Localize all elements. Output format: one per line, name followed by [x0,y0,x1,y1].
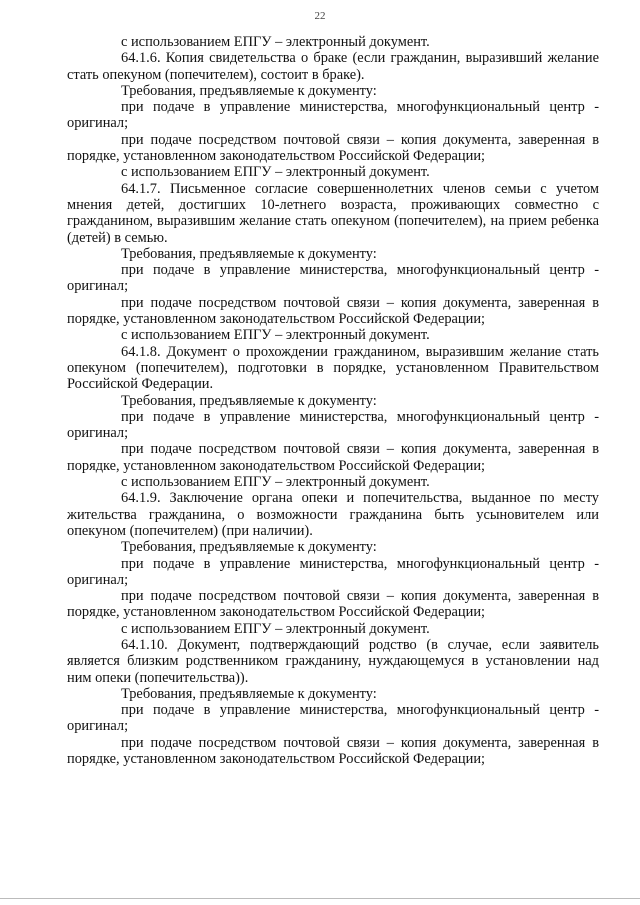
paragraph: при подаче посредством почтовой связи – копия документа, заверенная в порядке, установленном законодательством Российской Федерации; [67,131,599,165]
paragraph: Требования, предъявляемые к документу: [121,539,377,556]
paragraph: 64.1.10. Документ, подтверждающий родство (в случае, если заявитель является близким родственником гражданину, нуждающемуся в установлении над ним опеки (попечительства)). [67,636,599,686]
paragraph: 64.1.8. Документ о прохождении гражданином, выразившим желание стать опекуном (попечителем), подготовки в порядке, установленном Правительством Российской Федерации. [67,343,599,393]
document-body [67,34,599,767]
paragraph: при подаче посредством почтовой связи – копия документа, заверенная в порядке, установленном законодательством Российской Федерации; [67,734,599,768]
paragraph: 64.1.7. Письменное согласие совершеннолетних членов семьи с учетом мнения детей, достигших 10-летнего возраста, проживающих совместно с гражданином, выразившим желание стать опекуном (попечителем), на прием ребенка (детей) в семью. [67,180,599,246]
paragraph: при подаче посредством почтовой связи – копия документа, заверенная в порядке, установленном законодательством Российской Федерации; [67,588,599,621]
paragraph: при подаче в управление министерства, многофункциональный центр - оригинал; [67,702,599,735]
paragraph: Требования, предъявляемые к документу: [121,392,377,409]
paragraph: 64.1.9. Заключение органа опеки и попечительства, выданное по месту жительства гражданина, о возможности гражданина быть усыновителем или опекуном (попечителем) (при наличии). [67,490,599,539]
footer-divider [0,898,640,899]
paragraph: при подаче в управление министерства, многофункциональный центр - оригинал; [67,99,599,132]
paragraph: 64.1.6. Копия свидетельства о браке (если гражданин, выразивший желание стать опекуном (попечителем), состоит в браке). [67,50,599,83]
paragraph: с использованием ЕПГУ – электронный документ. [121,474,430,491]
page-number: 22 [314,10,326,22]
paragraph: с использованием ЕПГУ – электронный документ. [121,34,430,50]
paragraph: при подаче в управление министерства, многофункциональный центр - оригинал; [67,262,599,295]
paragraph: при подаче в управление министерства, многофункциональный центр - оригинал; [67,555,599,588]
paragraph: с использованием ЕПГУ – электронный документ. [121,164,430,181]
paragraph: при подаче в управление министерства, многофункциональный центр - оригинал; [67,408,599,442]
paragraph: Требования, предъявляемые к документу: [121,82,377,99]
paragraph: Требования, предъявляемые к документу: [121,245,377,262]
paragraph: с использованием ЕПГУ – электронный документ. [121,620,430,637]
paragraph: при подаче посредством почтовой связи – копия документа, заверенная в порядке, установленном законодательством Российской Федерации; [67,294,599,328]
paragraph: Требования, предъявляемые к документу: [121,685,377,702]
paragraph: с использованием ЕПГУ – электронный документ. [121,327,430,344]
paragraph: при подаче посредством почтовой связи – копия документа, заверенная в порядке, установленном законодательством Российской Федерации; [67,441,599,474]
